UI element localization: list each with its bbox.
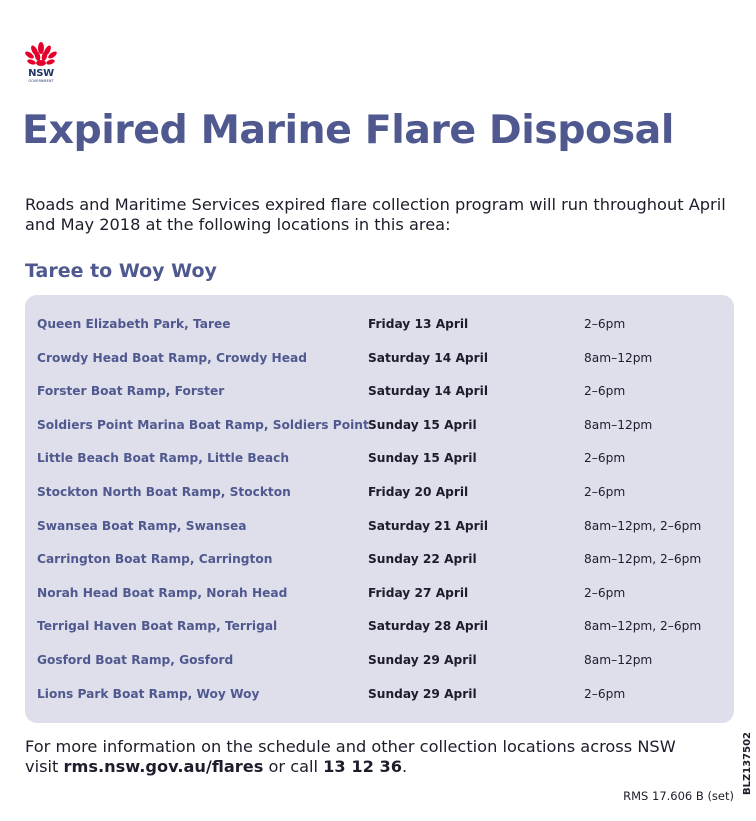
location-name: Swansea Boat Ramp, Swansea [37,518,247,533]
location-name: Queen Elizabeth Park, Taree [37,317,231,331]
collection-time: 8am–12pm, 2–6pm [584,518,702,533]
collection-date: Saturday 21 April [368,518,489,533]
schedule-row [25,409,734,443]
schedule-list [25,308,734,711]
schedule-row [25,610,734,644]
collection-time: 8am–12pm [584,417,653,432]
location-name: Stockton North Boat Ramp, Stockton [37,484,291,499]
region-heading: Taree to Woy Woy [25,260,217,282]
collection-date: Saturday 14 April [368,384,489,399]
schedule-panel [25,295,734,723]
collection-time: 2–6pm [584,585,626,600]
schedule-row [25,678,734,712]
location-name: Terrigal Haven Boat Ramp, Terrigal [37,619,278,634]
collection-time: 8am–12pm, 2–6pm [584,619,702,634]
collection-time: 8am–12pm, 2–6pm [584,552,702,567]
collection-date: Friday 20 April [368,484,469,499]
footer-info [25,737,705,777]
logo-subtitle: GOVERNMENT [28,79,54,83]
schedule-row [25,476,734,510]
collection-date: Sunday 22 April [368,552,477,567]
location-name: Norah Head Boat Ramp, Norah Head [37,585,288,600]
location-name: Gosford Boat Ramp, Gosford [37,652,234,667]
collection-time: 2–6pm [584,384,626,399]
location-name: Lions Park Boat Ramp, Woy Woy [37,686,260,701]
collection-date: Sunday 29 April [368,686,477,701]
collection-date: Sunday 15 April [368,451,477,466]
side-job-code: BLZ137502 [742,732,753,795]
page-title: Expired Marine Flare Disposal [22,107,674,153]
collection-date: Friday 27 April [368,585,469,600]
waratah-icon [22,42,60,69]
collection-date: Sunday 15 April [368,417,477,432]
collection-date: Sunday 29 April [368,652,477,667]
collection-date: Saturday 14 April [368,350,489,365]
schedule-row [25,510,734,544]
collection-time: 2–6pm [584,686,626,701]
schedule-row [25,644,734,678]
nsw-government-logo [22,42,60,86]
collection-time: 8am–12pm [584,652,653,667]
phone-number: 13 12 36 [323,757,403,776]
schedule-row [25,577,734,611]
logo-wordmark: NSW [28,68,54,79]
collection-date: Friday 13 April [368,317,469,331]
schedule-row [25,308,734,342]
schedule-row [25,442,734,476]
collection-time: 8am–12pm [584,350,653,365]
location-name: Crowdy Head Boat Ramp, Crowdy Head [37,350,307,365]
schedule-row [25,375,734,409]
footer-text-end: . [402,757,408,776]
location-name: Forster Boat Ramp, Forster [37,384,225,399]
collection-time: 2–6pm [584,484,626,499]
footer-text-start: For more information on the schedule and other collection locations across NSW visit [25,737,676,776]
location-name: Soldiers Point Marina Boat Ramp, Soldiers Point [37,417,369,432]
schedule-row [25,342,734,376]
document-reference: RMS 17.606 B (set) [623,789,734,803]
collection-date: Saturday 28 April [368,619,489,634]
footer-text-middle: or call [263,757,324,776]
location-name: Carrington Boat Ramp, Carrington [37,552,273,567]
intro-paragraph: Roads and Maritime Services expired flare collection program will run throughout April and May 2018 at the following locations in this area: [25,195,726,234]
collection-time: 2–6pm [584,317,626,331]
flares-website-link[interactable]: rms.nsw.gov.au/flares [63,757,264,776]
collection-time: 2–6pm [584,451,626,466]
schedule-row [25,543,734,577]
location-name: Little Beach Boat Ramp, Little Beach [37,451,290,466]
